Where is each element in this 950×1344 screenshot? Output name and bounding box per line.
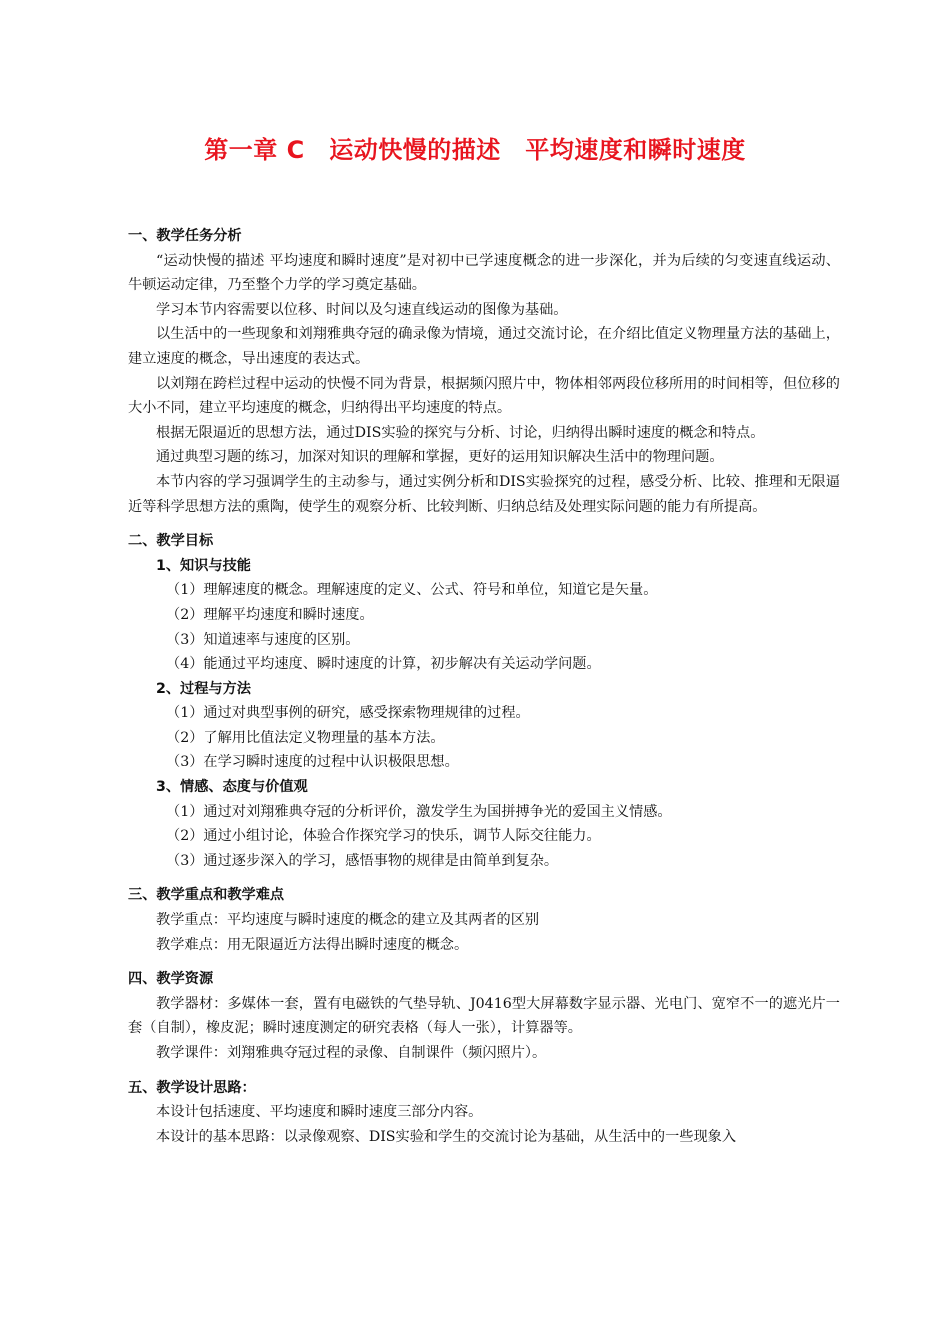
- paragraph: 本节内容的学习强调学生的主动参与，通过实例分析和DIS实验探究的过程，感受分析、比较、推理和无限逼近等科学思想方法的熏陶，使学生的观察分析、比较判断、归纳总结及处理实际问题的能力有所提高。: [128, 473, 840, 515]
- subsection-heading-process: 2、过程与方法: [156, 680, 251, 697]
- subsection-heading-knowledge: 1、知识与技能: [156, 557, 251, 574]
- section-heading-task-analysis: 一、教学任务分析: [128, 228, 242, 244]
- document-body: [128, 224, 840, 1149]
- section-heading-design-ideas: 五、教学设计思路：: [128, 1079, 256, 1096]
- paragraph: “运动快慢的描述 平均速度和瞬时速度”是对初中已学速度概念的进一步深化，并为后续的匀变速直线运动、牛顿运动定律，乃至整个力学的学习奠定基础。: [128, 252, 840, 294]
- list-item: （3）在学习瞬时速度的过程中认识极限思想。: [166, 754, 459, 771]
- paragraph: 教学器材：多媒体一套，置有电磁铁的气垫导轨、J0416型大屏幕数字显示器、光电门、宽窄不一的遮光片一套（自制），橡皮泥；瞬时速度测定的研究表格（每人一张），计算器等。: [128, 995, 840, 1037]
- section-heading-key-points: 三、教学重点和教学难点: [128, 887, 285, 904]
- section-heading-resources: 四、教学资源: [128, 971, 214, 988]
- list-item: （1）通过对刘翔雅典夺冠的分析评价，激发学生为国拼搏争光的爱国主义情感。: [166, 803, 672, 820]
- paragraph: 通过典型习题的练习，加深对知识的理解和掌握，更好的运用知识解决生活中的物理问题。: [156, 449, 724, 466]
- paragraph: 教学重点：平均速度与瞬时速度的概念的建立及其两者的区别: [156, 912, 540, 929]
- paragraph: 根据无限逼近的思想方法，通过DIS实验的探究与分析、讨论，归纳得出瞬时速度的概念和特点。: [156, 424, 765, 441]
- list-item: （2）了解用比值法定义物理量的基本方法。: [166, 729, 445, 746]
- list-item: （1）通过对典型事例的研究，感受探索物理规律的过程。: [166, 705, 530, 722]
- list-item: （2）理解平均速度和瞬时速度。: [166, 606, 374, 623]
- paragraph: 本设计的基本思路：以录像观察、DIS实验和学生的交流讨论为基础，从生活中的一些现象入: [156, 1128, 737, 1145]
- section-heading-objectives: 二、教学目标: [128, 533, 214, 550]
- list-item: （1）理解速度的概念。理解速度的定义、公式、符号和单位，知道它是矢量。: [166, 582, 658, 599]
- list-item: （3）知道速率与速度的区别。: [166, 631, 360, 648]
- page-title: 第一章 C 运动快慢的描述 平均速度和瞬时速度: [204, 136, 746, 164]
- paragraph: 本设计包括速度、平均速度和瞬时速度三部分内容。: [156, 1104, 483, 1121]
- list-item: （3）通过逐步深入的学习，感悟事物的规律是由简单到复杂。: [166, 852, 559, 869]
- list-item: （2）通过小组讨论，体验合作探究学习的快乐，调节人际交往能力。: [166, 828, 601, 845]
- paragraph: 教学难点：用无限逼近方法得出瞬时速度的概念。: [156, 936, 469, 953]
- subsection-heading-values: 3、情感、态度与价值观: [156, 779, 308, 796]
- paragraph: 以刘翔在跨栏过程中运动的快慢不同为背景，根据频闪照片中，物体相邻两段位移所用的时间相等，但位移的大小不同，建立平均速度的概念，归纳得出平均速度的特点。: [128, 375, 840, 417]
- paragraph: 以生活中的一些现象和刘翔雅典夺冠的确录像为情境，通过交流讨论，在介绍比值定义物理量方法的基础上，建立速度的概念，导出速度的表达式。: [128, 326, 840, 367]
- list-item: （4）能通过平均速度、瞬时速度的计算，初步解决有关运动学问题。: [166, 656, 601, 673]
- paragraph: 教学课件：刘翔雅典夺冠过程的录像、自制课件（频闪照片）。: [156, 1045, 547, 1061]
- paragraph: 学习本节内容需要以位移、时间以及匀速直线运动的图像为基础。: [156, 301, 568, 318]
